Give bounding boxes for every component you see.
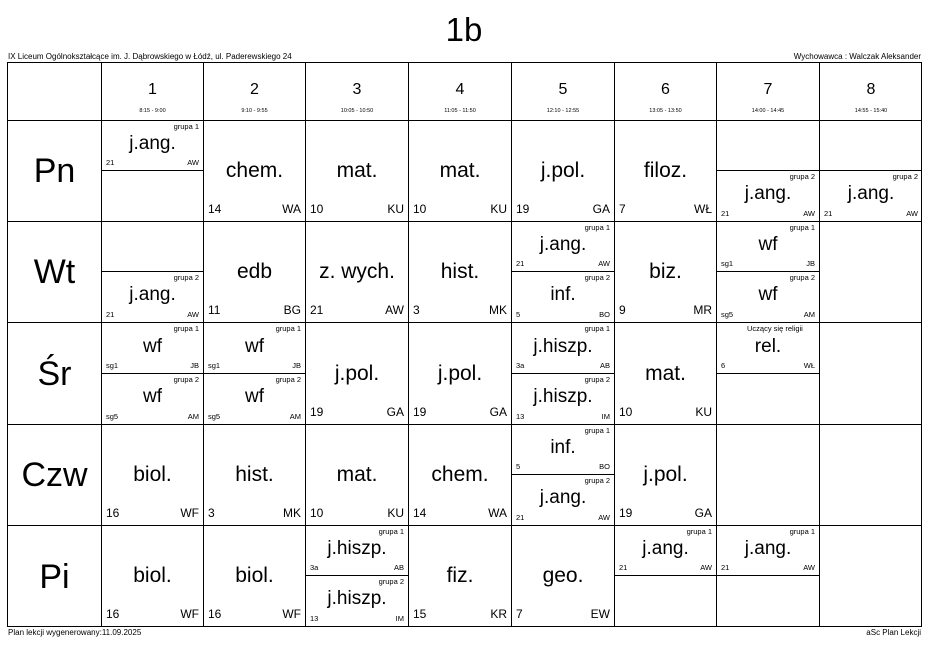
teacher-code: AW: [803, 563, 815, 572]
group-label: grupa 2: [584, 476, 610, 485]
subject: j.ang.: [847, 183, 895, 204]
subject: mat.: [645, 362, 686, 385]
lesson-cell[interactable]: [101, 525, 203, 626]
period-header-8: [819, 63, 922, 120]
group-divider: [102, 170, 203, 171]
teacher-code: AW: [598, 259, 610, 268]
timetable-grid: [7, 62, 922, 627]
subject: mat.: [439, 159, 481, 182]
room: 5: [516, 462, 521, 471]
teacher-code: KR: [490, 607, 507, 621]
lesson-cell[interactable]: [408, 322, 511, 424]
group-label: grupa 1: [789, 223, 815, 232]
subject: mat.: [336, 463, 378, 486]
group-label: grupa 1: [378, 527, 404, 536]
lesson-cell[interactable]: [203, 221, 305, 322]
lesson-cell[interactable]: [203, 322, 305, 424]
subject: wf: [245, 386, 264, 407]
empty-cell: [716, 424, 819, 525]
group-label: grupa 2: [275, 375, 301, 384]
subject: j.hiszp.: [327, 538, 387, 559]
room: 21: [516, 259, 525, 268]
period-header-1: [101, 63, 203, 120]
teacher-code: WA: [488, 506, 507, 520]
day-label-monday: Pn: [33, 152, 76, 190]
group-label: grupa 1: [686, 527, 712, 536]
lesson-half[interactable]: [102, 120, 203, 170]
lesson-half[interactable]: [306, 525, 408, 575]
lesson-cell[interactable]: [101, 221, 203, 322]
lesson-half[interactable]: [306, 575, 408, 626]
school-name: IX Liceum Ogólnokształcące im. J. Dąbrowskiego w Łódź, ul. Paderewskiego 24: [8, 52, 292, 61]
lesson-half[interactable]: [512, 424, 614, 474]
room: sg1: [721, 259, 734, 268]
generated-date: Plan lekcji wygenerowany:11.09.2025: [8, 628, 142, 637]
subject: fiz.: [446, 564, 474, 587]
room: 21: [721, 563, 730, 572]
subject: rel.: [754, 336, 782, 357]
room: 19: [516, 202, 530, 216]
lesson-cell[interactable]: [614, 322, 716, 424]
period-header-2: [203, 63, 305, 120]
period-header-6: [614, 63, 716, 120]
lesson-cell[interactable]: [716, 525, 819, 626]
teacher-code: WF: [180, 607, 199, 621]
period-header-5: [511, 63, 614, 120]
group-label: grupa 1: [275, 324, 301, 333]
group-label: grupa 2: [789, 273, 815, 282]
teacher-code: WŁ: [803, 361, 815, 370]
period-header-4: [408, 63, 511, 120]
period-time: 9:10 - 9:55: [241, 108, 268, 114]
teacher-code: BO: [599, 462, 610, 471]
subject: mat.: [336, 159, 378, 182]
group-label: grupa 2: [378, 577, 404, 586]
subject: j.pol.: [643, 463, 688, 486]
group-label: grupa 2: [173, 375, 199, 384]
lesson-cell[interactable]: [305, 525, 408, 626]
lesson-half[interactable]: [717, 271, 819, 322]
subject: j.ang.: [642, 538, 689, 559]
subject: j.ang.: [744, 183, 792, 204]
period-time: 14:55 - 15:40: [854, 108, 888, 114]
empty-cell: [819, 424, 922, 525]
lesson-cell[interactable]: [614, 221, 716, 322]
subject: inf.: [550, 437, 576, 458]
group-label: grupa 2: [584, 273, 610, 282]
period-number: 5: [558, 81, 568, 98]
subject: j.ang.: [744, 538, 792, 559]
lesson-cell[interactable]: [511, 424, 614, 525]
lesson-half[interactable]: [204, 322, 305, 373]
room: 3a: [310, 563, 319, 572]
lesson-half[interactable]: [512, 373, 614, 424]
lesson-half[interactable]: [204, 373, 305, 424]
room: 16: [208, 607, 222, 621]
group-label: grupa 2: [173, 273, 199, 282]
lesson-cell[interactable]: [305, 322, 408, 424]
room: 13: [516, 412, 525, 421]
group-divider: [615, 575, 716, 576]
room: sg1: [208, 361, 221, 370]
subject: edb: [236, 260, 273, 283]
subject: z. wych.: [319, 260, 395, 283]
teacher-code: IM: [395, 614, 404, 623]
period-number: 6: [661, 81, 670, 98]
subject: j.pol.: [334, 362, 380, 385]
period-number: 7: [763, 81, 773, 98]
empty-cell: [819, 322, 922, 424]
lesson-half[interactable]: [102, 322, 203, 373]
room: 3: [208, 506, 215, 520]
group-label: grupa 1: [584, 223, 610, 232]
subject: biol.: [133, 463, 172, 486]
teacher-code: GA: [694, 506, 712, 520]
lesson-half[interactable]: [717, 322, 819, 373]
teacher-code: WF: [180, 506, 199, 520]
lesson-cell[interactable]: [305, 221, 408, 322]
teacher-code: AB: [599, 361, 610, 370]
room: 21: [310, 303, 324, 317]
teacher-code: JB: [292, 361, 301, 370]
lesson-cell[interactable]: [511, 525, 614, 626]
subject: filoz.: [643, 159, 688, 182]
room: 21: [619, 563, 628, 572]
room: sg1: [106, 361, 119, 370]
teacher-code: WŁ: [694, 202, 712, 216]
subject: wf: [143, 386, 162, 407]
room: 19: [619, 506, 633, 520]
homeroom-teacher: Wychowawca : Walczak Aleksander: [793, 52, 921, 61]
subject: chem.: [225, 159, 284, 182]
lesson-half[interactable]: [615, 525, 716, 575]
teacher-code: AM: [803, 310, 815, 319]
lesson-half[interactable]: [717, 221, 819, 271]
app-credit: aSc Plan Lekcji: [866, 628, 921, 637]
lesson-cell[interactable]: [101, 424, 203, 525]
room: 11: [208, 303, 221, 317]
empty-cell: [819, 221, 922, 322]
lesson-cell[interactable]: [305, 424, 408, 525]
subject: wf: [758, 284, 778, 305]
subject: hist.: [440, 260, 480, 283]
teacher-code: GA: [592, 202, 610, 216]
period-header-7: [716, 63, 819, 120]
group-label: grupa 2: [584, 375, 610, 384]
room: 7: [619, 202, 626, 216]
room: 10: [619, 405, 633, 419]
lesson-cell[interactable]: [716, 120, 819, 221]
lesson-cell[interactable]: [511, 221, 614, 322]
teacher-code: AB: [393, 563, 404, 572]
teacher-code: AW: [598, 513, 610, 522]
room: sg5: [721, 310, 734, 319]
lesson-half[interactable]: [512, 271, 614, 322]
lesson-cell[interactable]: [305, 120, 408, 221]
teacher-code: WA: [282, 202, 301, 216]
teacher-code: JB: [806, 259, 815, 268]
day-label-thursday: Czw: [21, 456, 88, 494]
group-label: grupa 1: [173, 122, 199, 131]
teacher-code: MK: [283, 506, 301, 520]
lesson-cell[interactable]: [408, 525, 511, 626]
lesson-half[interactable]: [820, 170, 922, 221]
teacher-code: BO: [599, 310, 610, 319]
lesson-cell[interactable]: [614, 525, 716, 626]
room: 19: [310, 405, 324, 419]
subject: wf: [758, 234, 778, 255]
teacher-code: KU: [387, 506, 404, 520]
teacher-code: AM: [187, 412, 199, 421]
teacher-code: AW: [187, 310, 199, 319]
lesson-half[interactable]: [717, 525, 819, 575]
lesson-cell[interactable]: [203, 120, 305, 221]
subject: j.ang.: [129, 284, 176, 305]
lesson-half[interactable]: [512, 322, 614, 373]
group-label: grupa 1: [584, 426, 610, 435]
teacher-code: WF: [282, 607, 301, 621]
lesson-cell[interactable]: [819, 120, 922, 221]
subject: j.hiszp.: [327, 588, 387, 609]
empty-cell: [819, 525, 922, 626]
room: 10: [413, 202, 427, 216]
lesson-cell[interactable]: [101, 322, 203, 424]
room: sg5: [208, 412, 221, 421]
lesson-cell[interactable]: [408, 120, 511, 221]
lesson-cell[interactable]: [408, 424, 511, 525]
lesson-cell[interactable]: [614, 424, 716, 525]
subject: biol.: [133, 564, 172, 587]
period-header-3: [305, 63, 408, 120]
subject: biz.: [649, 260, 682, 283]
page-title: 1b: [445, 11, 483, 48]
room: 3a: [516, 361, 525, 370]
teacher-code: AM: [289, 412, 301, 421]
room: 15: [413, 607, 427, 621]
lesson-half[interactable]: [717, 170, 819, 221]
day-label-wednesday: Śr: [37, 355, 72, 393]
day-label-tuesday: Wt: [33, 253, 76, 291]
subject: inf.: [550, 284, 576, 305]
teacher-code: GA: [489, 405, 507, 419]
room: 10: [310, 202, 324, 216]
room: 21: [824, 209, 833, 218]
lesson-cell[interactable]: [101, 120, 203, 221]
period-number: 1: [148, 81, 157, 98]
group-label: grupa 2: [892, 172, 918, 181]
lesson-cell[interactable]: [511, 120, 614, 221]
subject: wf: [245, 336, 264, 357]
room: 16: [106, 506, 120, 520]
teacher-code: BG: [283, 303, 301, 317]
subject: wf: [143, 336, 162, 357]
group-divider: [717, 373, 819, 374]
subject: j.hiszp.: [533, 386, 593, 407]
period-time: 10:05 - 10:50: [340, 108, 374, 114]
group-label: Uczący się religii: [747, 324, 803, 333]
period-number: 4: [455, 81, 465, 98]
group-label: grupa 1: [173, 324, 199, 333]
subject: j.ang.: [129, 133, 176, 154]
room: 21: [721, 209, 730, 218]
teacher-code: KU: [387, 202, 404, 216]
period-time: 13:05 - 13:50: [649, 108, 682, 114]
room: 19: [413, 405, 427, 419]
lesson-cell[interactable]: [716, 221, 819, 322]
lesson-cell[interactable]: [614, 120, 716, 221]
teacher-code: IM: [601, 412, 610, 421]
teacher-code: AW: [803, 209, 815, 218]
room: 10: [310, 506, 324, 520]
subject: j.pol.: [437, 362, 483, 385]
lesson-half[interactable]: [512, 221, 614, 271]
period-number: 8: [866, 81, 876, 98]
teacher-code: KU: [490, 202, 507, 216]
room: 14: [208, 202, 222, 216]
room: 6: [721, 361, 726, 370]
lesson-cell[interactable]: [716, 322, 819, 424]
subject: j.hiszp.: [533, 336, 593, 357]
group-label: grupa 2: [789, 172, 815, 181]
room: 5: [516, 310, 521, 319]
room: 21: [106, 310, 115, 319]
room: 16: [106, 607, 120, 621]
subject: j.ang.: [539, 487, 587, 508]
period-time: 12:10 - 12:55: [546, 108, 580, 114]
period-time: 8:15 - 9:00: [139, 108, 166, 114]
day-label-friday: Pi: [39, 558, 70, 596]
lesson-cell[interactable]: [203, 525, 305, 626]
teacher-code: MK: [489, 303, 507, 317]
teacher-code: EW: [590, 607, 610, 621]
room: 7: [516, 607, 523, 621]
teacher-code: JB: [190, 361, 199, 370]
lesson-cell[interactable]: [203, 424, 305, 525]
group-label: grupa 1: [789, 527, 815, 536]
subject: hist.: [235, 463, 274, 486]
teacher-code: KU: [695, 405, 712, 419]
room: 13: [310, 614, 319, 623]
subject: geo.: [542, 564, 584, 587]
period-number: 3: [352, 81, 362, 98]
teacher-code: AW: [906, 209, 918, 218]
subject: j.pol.: [540, 159, 586, 182]
group-divider: [717, 575, 819, 576]
period-time: 14:00 - 14:45: [751, 108, 785, 114]
room: 21: [106, 158, 115, 167]
subject: chem.: [431, 463, 489, 486]
room: 9: [619, 303, 626, 317]
room: 3: [413, 303, 420, 317]
teacher-code: MR: [693, 303, 712, 317]
subject: biol.: [235, 564, 274, 587]
subject: j.ang.: [539, 234, 587, 255]
teacher-code: AW: [700, 563, 712, 572]
period-number: 2: [250, 81, 259, 98]
room: sg5: [106, 412, 119, 421]
lesson-cell[interactable]: [511, 322, 614, 424]
period-time: 11:05 - 11:50: [444, 108, 476, 114]
teacher-code: GA: [386, 405, 404, 419]
group-label: grupa 1: [584, 324, 610, 333]
lesson-half[interactable]: [102, 373, 203, 424]
lesson-half[interactable]: [102, 271, 203, 322]
room: 14: [413, 506, 427, 520]
lesson-cell[interactable]: [408, 221, 511, 322]
teacher-code: AW: [385, 303, 404, 317]
teacher-code: AW: [187, 158, 199, 167]
lesson-half[interactable]: [512, 474, 614, 525]
room: 21: [516, 513, 525, 522]
